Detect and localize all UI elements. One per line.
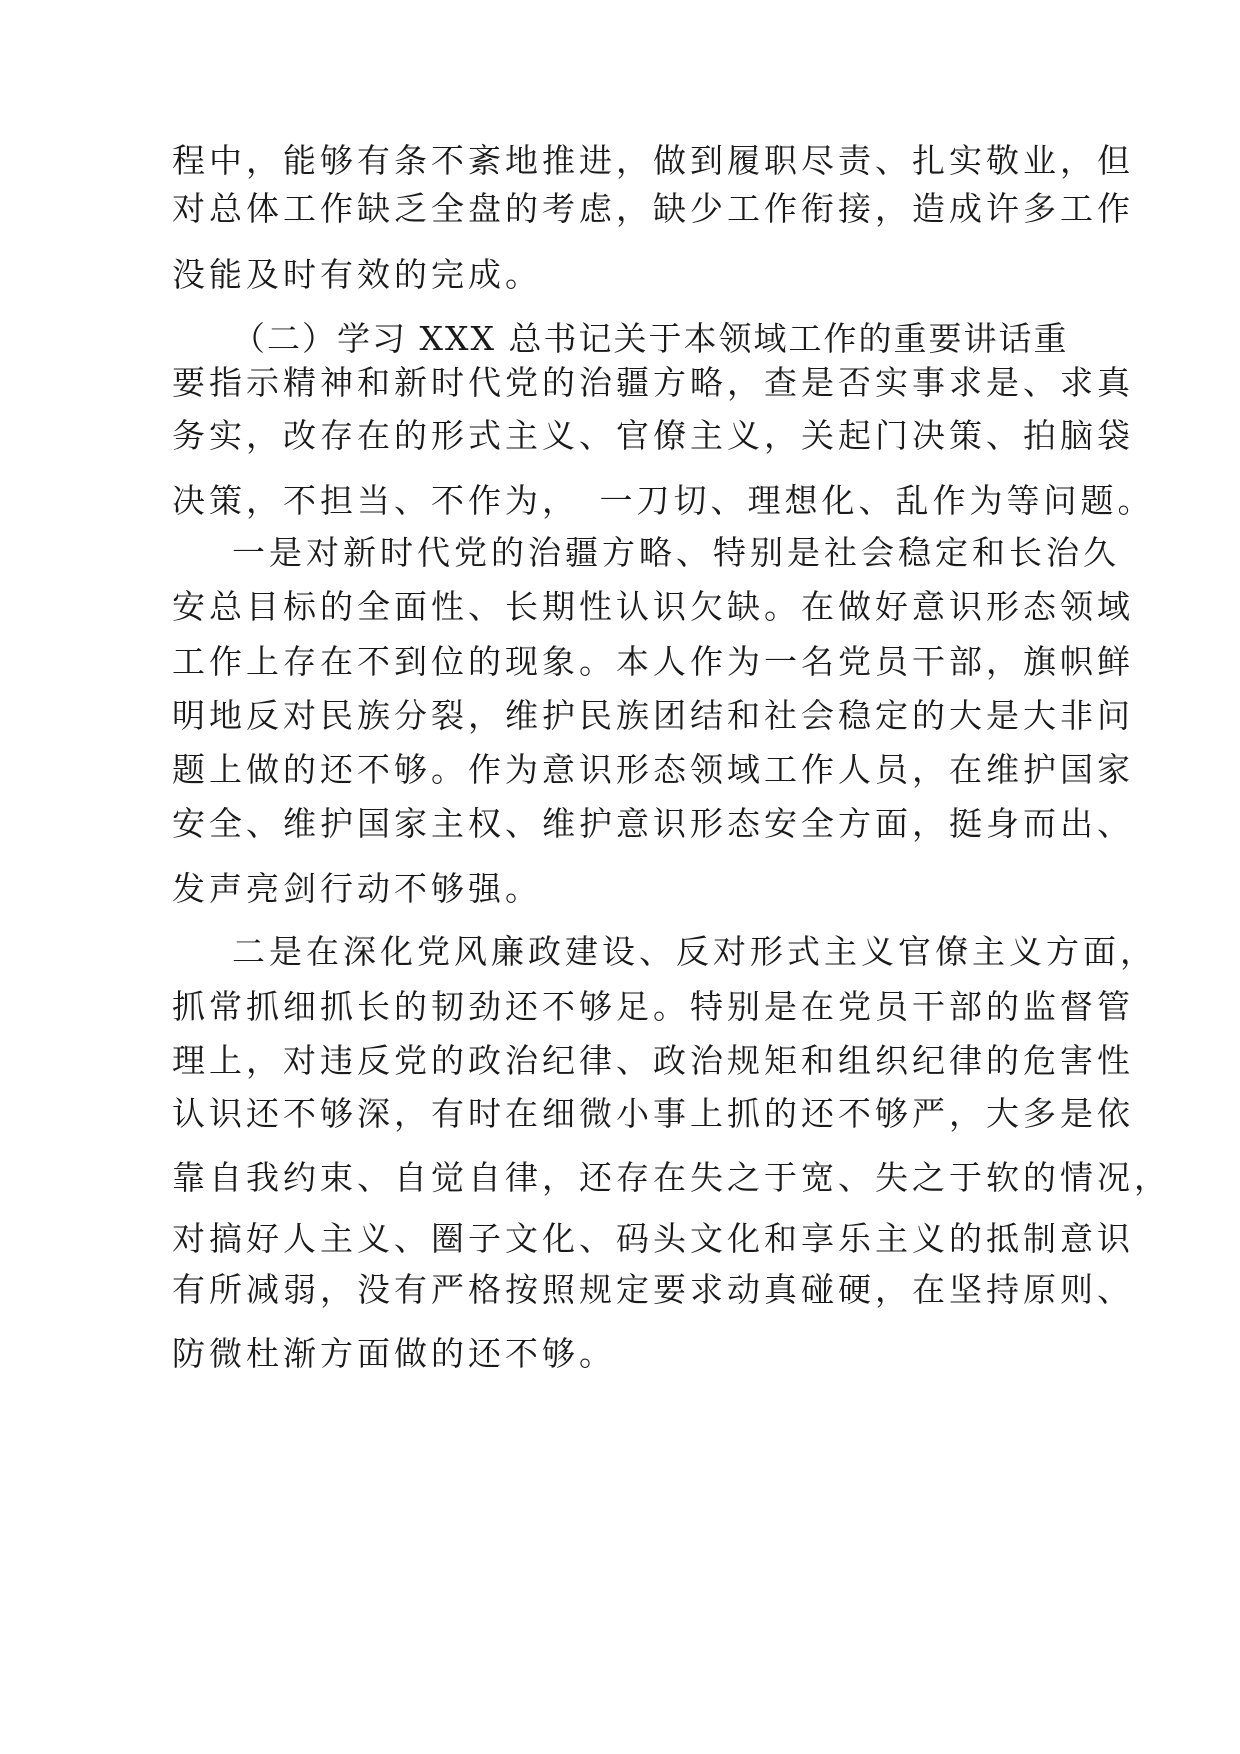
text-line: 务实，改存在的形式主义、官僚主义，关起门决策、拍脑袋 xyxy=(172,416,1134,455)
text-line: 题上做的还不够。作为意识形态领域工作人员，在维护国家 xyxy=(172,750,1134,789)
text-line: 要指示精神和新时代党的治疆方略，查是否实事求是、求真 xyxy=(172,363,1134,402)
text-line: 靠自我约束、自觉自律，还存在失之于宽、失之于软的情况， xyxy=(172,1158,1171,1197)
text-line: 有所减弱，没有严格按照规定要求动真碰硬，在坚持原则、 xyxy=(172,1270,1134,1309)
text-line: 工作上存在不到位的现象。本人作为一名党员干部，旗帜鲜 xyxy=(172,642,1134,681)
text-line: 理上，对违反党的政治纪律、政治规矩和组织纪律的危害性 xyxy=(172,1041,1134,1080)
text-line: 一是对新时代党的治疆方略、特别是社会稳定和长治久 xyxy=(232,533,1120,572)
section-heading: （二）学习 XXX 总书记关于本领域工作的重要讲话重 xyxy=(232,319,1069,358)
text-line: 对总体工作缺乏全盘的考虑，缺少工作衔接，造成许多工作 xyxy=(172,189,1134,228)
text-line: 安总目标的全面性、长期性认识欠缺。在做好意识形态领域 xyxy=(172,587,1134,626)
text-line: 认识还不够深，有时在细微小事上抓的还不够严，大多是依 xyxy=(172,1094,1134,1133)
text-line: 安全、维护国家主权、维护意识形态安全方面，挺身而出、 xyxy=(172,804,1134,843)
text-line: 发声亮剑行动不够强。 xyxy=(172,869,542,908)
text-line: 抓常抓细抓长的韧劲还不够足。特别是在党员干部的监督管 xyxy=(172,987,1134,1026)
text-line: 明地反对民族分裂，维护民族团结和社会稳定的大是大非问 xyxy=(172,696,1134,735)
text-line: 决策，不担当、不作为， 一刀切、理想化、乱作为等问题。 xyxy=(172,481,1155,520)
text-line: 防微杜渐方面做的还不够。 xyxy=(172,1334,616,1373)
text-line: 没能及时有效的完成。 xyxy=(172,255,542,294)
text-line: 对搞好人主义、圈子文化、码头文化和享乐主义的抵制意识 xyxy=(172,1219,1134,1258)
text-line: 程中，能够有条不紊地推进，做到履职尽责、扎实敬业，但 xyxy=(172,141,1134,180)
text-line: 二是在深化党风廉政建设、反对形式主义官僚主义方面， xyxy=(232,932,1157,971)
